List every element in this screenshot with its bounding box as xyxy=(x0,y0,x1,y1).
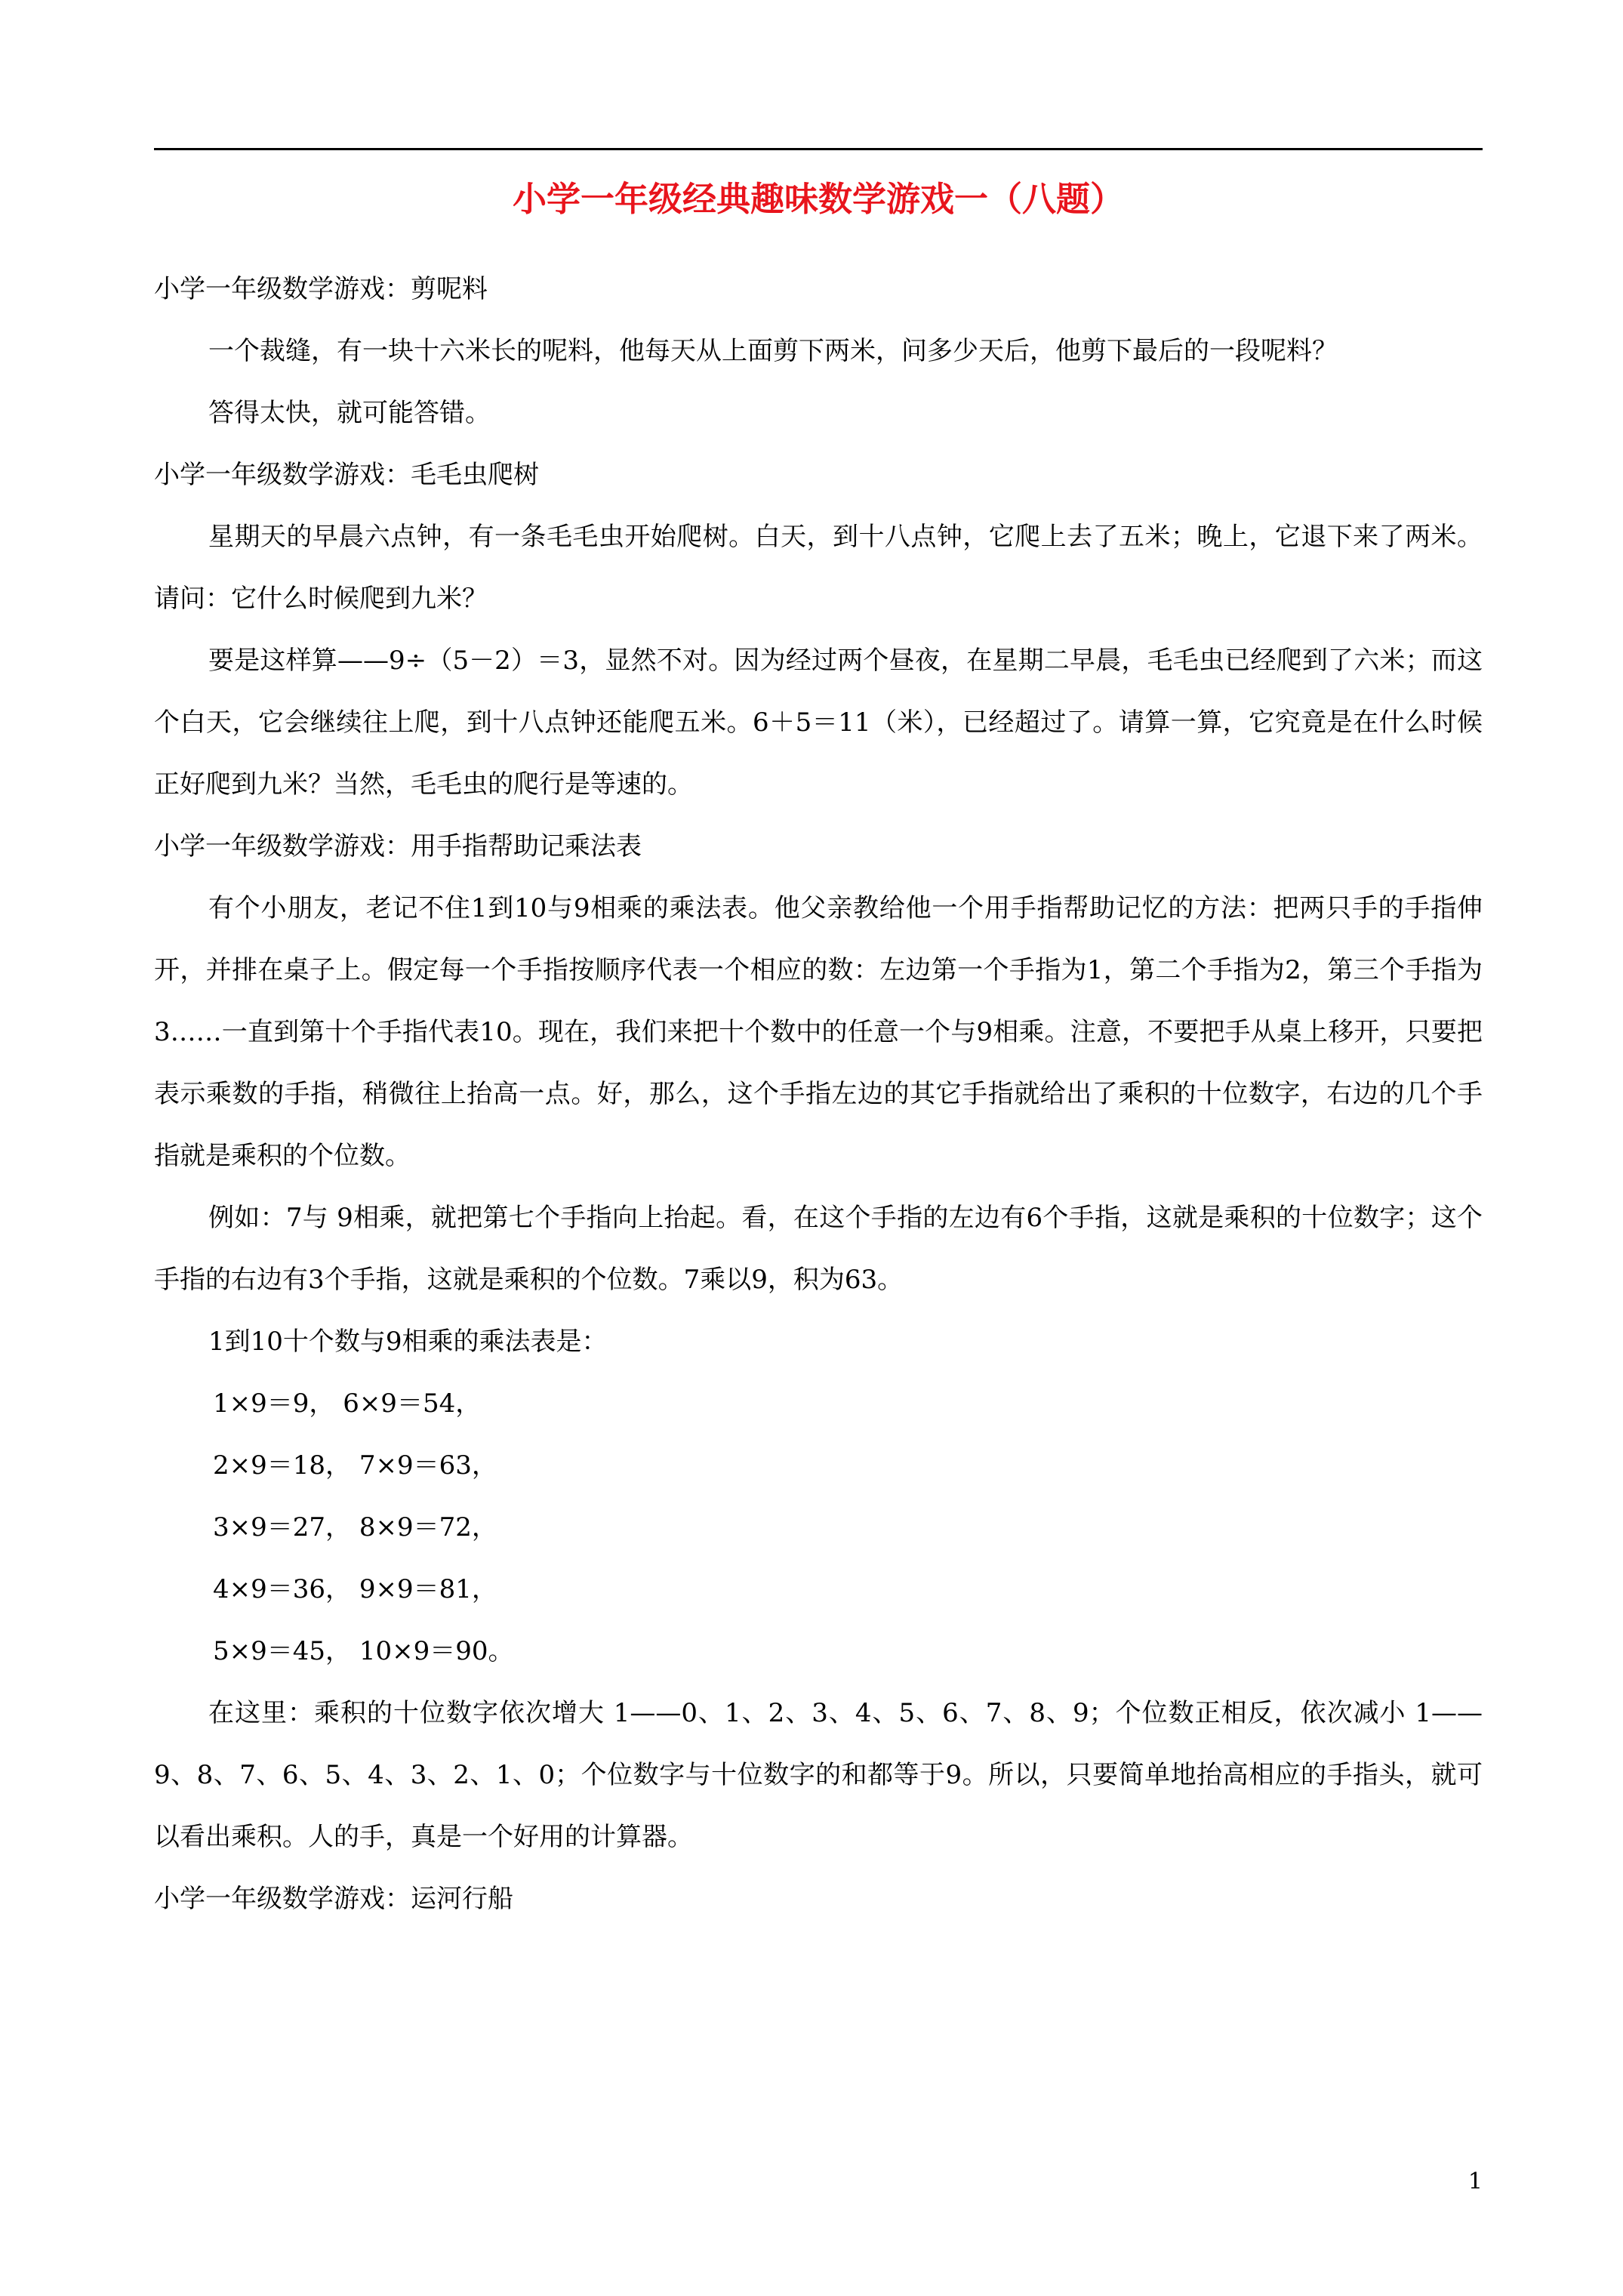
formula-line: 5×9＝45， 10×9＝90。 xyxy=(213,1636,514,1666)
section-heading-canal-boat: 小学一年级数学游戏：运河行船 xyxy=(154,1884,513,1914)
formula-line: 4×9＝36， 9×9＝81， xyxy=(213,1574,497,1604)
section-heading-cloth: 小学一年级数学游戏：剪呢料 xyxy=(154,274,488,304)
document-body xyxy=(154,258,1483,1930)
paragraph: 1到10十个数与9相乘的乘法表是： xyxy=(208,1327,608,1357)
page-number: 1 xyxy=(1467,2168,1483,2195)
paragraph: 要是这样算——9÷（5－2）＝3，显然不对。因为经过两个昼夜，在星期二早晨，毛毛虫已经爬到了六米；而这个白天，它会继续往上爬，到十八点钟还能爬五米。6＋5＝11（米），已经超过了。请算一算，它究竟是在什么时候正好爬到九米？当然，毛毛虫的爬行是等速的。 xyxy=(154,646,1483,800)
page-title: 小学一年级经典趣味数学游戏一（八题） xyxy=(512,179,1124,219)
paragraph: 星期天的早晨六点钟，有一条毛毛虫开始爬树。白天，到十八点钟，它爬上去了五米；晚上，它退下来了两米。请问：它什么时候爬到九米？ xyxy=(154,522,1483,614)
formula-line: 1×9＝9， 6×9＝54， xyxy=(213,1388,482,1419)
paragraph: 一个裁缝，有一块十六米长的呢料，他每天从上面剪下两米，问多少天后，他剪下最后的一段呢料？ xyxy=(208,336,1338,366)
paragraph: 在这里：乘积的十位数字依次增大 1——0、1、2、3、4、5、6、7、8、9；个位数正相反，依次减小 1——9、8、7、6、5、4、3、2、1、0；个位数字与十位数字的和都等于9。所以，只要简单地抬高相应的手指头，就可以看出乘积。人的手，真是一个好用的计算器。 xyxy=(154,1698,1483,1852)
formula-line: 3×9＝27， 8×9＝72， xyxy=(213,1512,497,1542)
formula-line: 2×9＝18， 7×9＝63， xyxy=(213,1450,497,1481)
paragraph: 有个小朋友，老记不住1到10与9相乘的乘法表。他父亲教给他一个用手指帮助记忆的方法：把两只手的手指伸开，并排在桌子上。假定每一个手指按顺序代表一个相应的数：左边第一个手指为1，第二个手指为2，第三个手指为3……一直到第十个手指代表10。现在，我们来把十个数中的任意一个与9相乘。注意，不要把手从桌上移开，只要把表示乘数的手指，稍微往上抬高一点。好，那么，这个手指左边的其它手指就给出了乘积的十位数字，右边的几个手指就是乘积的个位数。 xyxy=(154,893,1483,1171)
paragraph: 例如：7与 9相乘，就把第七个手指向上抬起。看，在这个手指的左边有6个手指，这就是乘积的十位数字；这个手指的右边有3个手指，这就是乘积的个位数。7乘以9，积为63。 xyxy=(154,1203,1483,1295)
paragraph: 答得太快，就可能答错。 xyxy=(208,398,491,428)
section-heading-finger-multiplication: 小学一年级数学游戏：用手指帮助记乘法表 xyxy=(154,831,642,861)
header-rule xyxy=(154,148,1483,150)
section-heading-caterpillar: 小学一年级数学游戏：毛毛虫爬树 xyxy=(154,460,539,490)
